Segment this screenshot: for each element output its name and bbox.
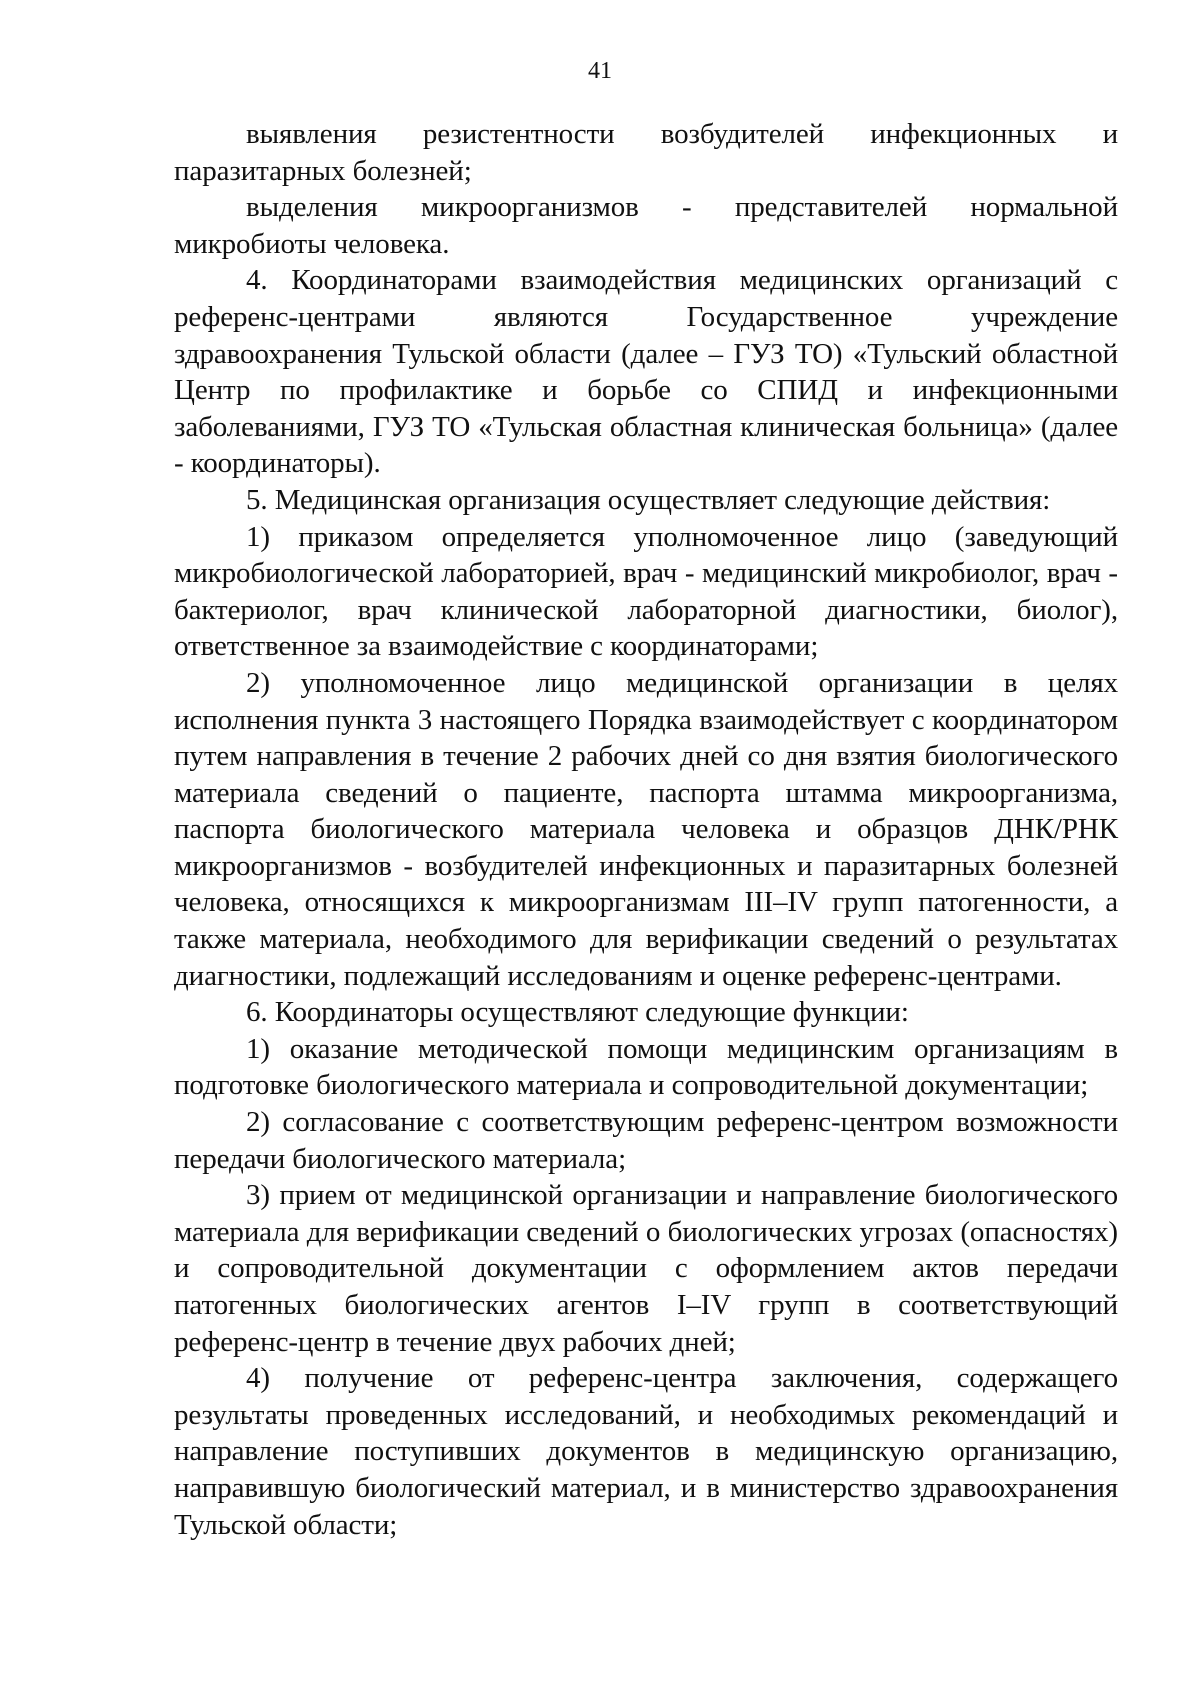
paragraph-item-6-sub-2: 2) согласование с соответствующим референс-центром возможности передачи биологического материала; — [174, 1106, 1118, 1175]
paragraph-item-6-sub-3: 3) прием от медицинской организации и направление биологического материала для верификации сведений о биологических угрозах (опасностях) и сопроводительной документации с оформлением актов передачи патогенных биологических агентов I–IV групп в соответствующий референс-центр в течение двух рабочих дней; — [174, 1179, 1118, 1358]
paragraph-item-5-heading: 5. Медицинская организация осуществляет следующие действия: — [246, 483, 1051, 516]
paragraph-item-6-sub-4: 4) получение от референс-центра заключения, содержащего результаты проведенных исследований, и необходимых рекомендаций и направление поступивших документов в медицинскую организацию, направившую биологический материал, и в министерство здравоохранения Тульской области; — [174, 1362, 1118, 1541]
document-body — [174, 116, 1118, 1543]
paragraph-normal-microbiota: выделения микроорганизмов - представителей нормальной микробиоты человека. — [174, 191, 1118, 260]
paragraph-item-4-coordinators: 4. Координаторами взаимодействия медицинских организаций с референс-центрами являются Государственное учреждение здравоохранения Тульской области (далее – ГУЗ ТО) «Тульский областной Центр по профилактике и борьбе со СПИД и инфекционными заболеваниями, ГУЗ ТО «Тульская областная клиническая больница» (далее - координаторы). — [174, 264, 1118, 480]
paragraph-item-5-sub-2: 2) уполномоченное лицо медицинской организации в целях исполнения пункта 3 настоящего Порядка взаимодействует с координатором путем направления в течение 2 рабочих дней со дня взятия биологического материала сведений о пациенте, паспорта штамма микроорганизма, паспорта биологического материала человека и образцов ДНК/РНК микроорганизмов - возбудителей инфекционных и паразитарных болезней человека, относящихся к микроорганизмам III–IV групп патогенности, а также материала, необходимого для верификации сведений о результатах диагностики, подлежащий исследованиям и оценке референс-центрами. — [174, 666, 1118, 992]
paragraph-item-5-sub-1: 1) приказом определяется уполномоченное лицо (заведующий микробиологической лабораторией, врач - медицинский микробиолог, врач - бактериолог, врач клинической лабораторной диагностики, биолог), ответственное за взаимодействие с координаторами; — [174, 520, 1118, 663]
paragraph-item-6-sub-1: 1) оказание методической помощи медицинским организациям в подготовке биологического материала и сопроводительной документации; — [174, 1032, 1118, 1102]
paragraph-item-6-heading: 6. Координаторы осуществляют следующие функции: — [246, 996, 909, 1029]
paragraph-resistance-detection: выявления резистентности возбудителей инфекционных и паразитарных болезней; — [174, 118, 1118, 187]
page-number: 41 — [588, 58, 612, 84]
